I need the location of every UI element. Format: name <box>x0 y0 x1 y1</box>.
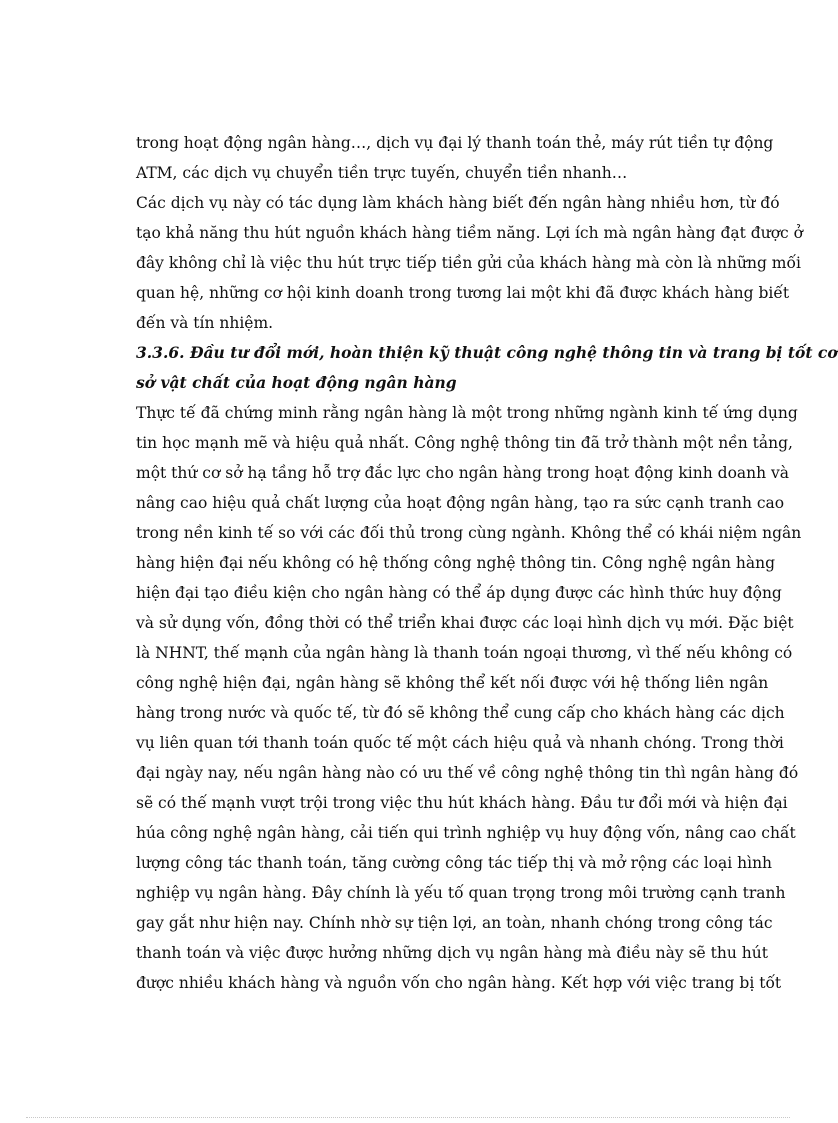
paragraph-3-line-4: nâng cao hiệu quả chất lượng của hoạt động ngân hàng, tạo ra sức cạnh tranh cao <box>136 494 785 512</box>
paragraph-3-line-18: gay gắt như hiện nay. Chính nhờ sự tiện lợi, an toàn, nhanh chóng trong công tác <box>136 914 773 932</box>
paragraph-3-line-2: tin học mạnh mẽ và hiệu quả nhất. Công nghệ thông tin đã trở thành một nền tảng, <box>136 434 793 452</box>
paragraph-2-line-1: Các dịch vụ này có tác dụng làm khách hàng biết đến ngân hàng nhiều hơn, từ đó <box>136 194 780 212</box>
paragraph-3-line-13: đại ngày nay, nếu ngân hàng nào có ưu thế về công nghệ thông tin thì ngân hàng đó <box>136 764 799 782</box>
paragraph-3-line-9: là NHNT, thế mạnh của ngân hàng là thanh toán ngoại thương, vì thế nếu không có <box>136 644 793 662</box>
section-heading-line-2: sở vật chất của hoạt động ngân hàng <box>136 373 457 392</box>
paragraph-3-line-19: thanh toán và việc được hưởng những dịch vụ ngân hàng mà điều này sẽ thu hút <box>136 944 768 962</box>
paragraph-2-line-3: đây không chỉ là việc thu hút trực tiếp tiền gửi của khách hàng mà còn là những mối <box>136 254 801 272</box>
paragraph-3-line-16: lượng công tác thanh toán, tăng cường công tác tiếp thị và mở rộng các loại hình <box>136 854 773 872</box>
paragraph-3-line-14: sẽ có thế mạnh vượt trội trong việc thu hút khách hàng. Đầu tư đổi mới và hiện đại <box>136 794 788 812</box>
page-bottom-divider <box>26 1117 790 1118</box>
paragraph-3-line-5: trong nền kinh tế so với các đối thủ trong cùng ngành. Không thể có khái niệm ngân <box>136 524 802 542</box>
paragraph-3-line-10: công nghệ hiện đại, ngân hàng sẽ không thể kết nối được với hệ thống liên ngân <box>136 674 769 692</box>
paragraph-3-line-11: hàng trong nước và quốc tế, từ đó sẽ không thể cung cấp cho khách hàng các dịch <box>136 704 785 722</box>
paragraph-3-line-3: một thứ cơ sở hạ tầng hỗ trợ đắc lực cho ngân hàng trong hoạt động kinh doanh và <box>136 464 790 482</box>
paragraph-3-line-1: Thực tế đã chứng minh rằng ngân hàng là một trong những ngành kinh tế ứng dụng <box>136 404 798 422</box>
paragraph-2-line-4: quan hệ, những cơ hội kinh doanh trong tương lai một khi đã được khách hàng biết <box>136 284 790 302</box>
paragraph-3-line-8: và sử dụng vốn, đồng thời có thể triển khai được các loại hình dịch vụ mới. Đặc biệt <box>136 614 794 632</box>
paragraph-3-line-12: vụ liên quan tới thanh toán quốc tế một cách hiệu quả và nhanh chóng. Trong thời <box>136 734 784 752</box>
paragraph-3-line-15: húa công nghệ ngân hàng, cải tiến qui trình nghiệp vụ huy động vốn, nâng cao chất <box>136 824 796 842</box>
paragraph-3-line-6: hàng hiện đại nếu không có hệ thống công nghệ thông tin. Công nghệ ngân hàng <box>136 554 776 572</box>
paragraph-1-line-2: ATM, các dịch vụ chuyển tiền trực tuyến, chuyển tiền nhanh… <box>136 164 628 182</box>
paragraph-3-line-7: hiện đại tạo điều kiện cho ngân hàng có thể áp dụng được các hình thức huy động <box>136 584 782 602</box>
paragraph-3-line-17: nghiệp vụ ngân hàng. Đây chính là yếu tố quan trọng trong môi trường cạnh tranh <box>136 884 786 902</box>
paragraph-3-line-20: được nhiều khách hàng và nguồn vốn cho ngân hàng. Kết hợp với việc trang bị tốt <box>136 974 782 992</box>
section-heading-line-1: 3.3.6. Đầu tư đổi mới, hoàn thiện kỹ thuật công nghệ thông tin và trang bị tốt cơ <box>136 343 838 362</box>
paragraph-1-line-1: trong hoạt động ngân hàng…, dịch vụ đại lý thanh toán thẻ, máy rút tiền tự động <box>136 134 774 152</box>
paragraph-2-line-5: đến và tín nhiệm. <box>136 314 274 332</box>
paragraph-2-line-2: tạo khả năng thu hút nguồn khách hàng tiềm năng. Lợi ích mà ngân hàng đạt được ở <box>136 224 803 242</box>
